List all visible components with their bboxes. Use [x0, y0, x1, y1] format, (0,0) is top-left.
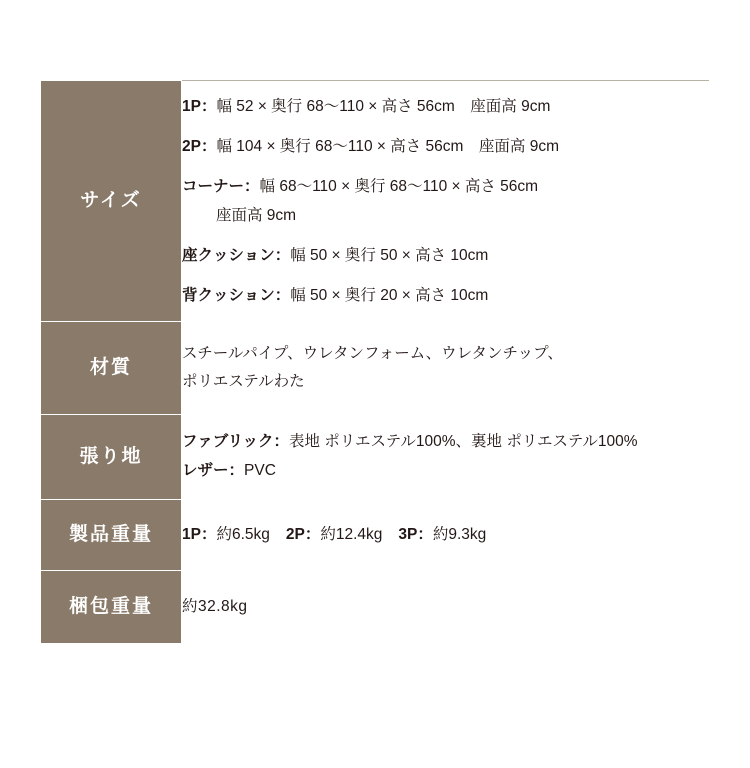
- weight-2p-label: 2P：: [285, 526, 321, 544]
- weight-2p-value: 約12.4kg: [320, 526, 383, 544]
- spec-table-container: [40, 80, 710, 644]
- size-2p-value: 幅 104 × 奥行 68〜110 × 高さ 56cm 座面高 9cm: [216, 137, 560, 155]
- upholstery-leather-label: レザー：: [182, 462, 245, 479]
- table-row-product-weight: [41, 500, 710, 571]
- size-corner-value: 幅 68〜110 × 奥行 68〜110 × 高さ 56cm: [259, 177, 539, 195]
- size-seat-cushion-value: 幅 50 × 奥行 50 × 高さ 10cm: [290, 247, 489, 265]
- size-1p-label: 1P：: [182, 97, 217, 115]
- size-corner-subvalue: 座面高 9cm: [216, 207, 297, 224]
- size-1p-value: 幅 52 × 奥行 68〜110 × 高さ 56cm 座面高 9cm: [216, 97, 551, 115]
- size-2p-label: 2P：: [182, 137, 217, 155]
- row-label-material: 材質: [41, 322, 182, 415]
- upholstery-fabric-label: ファブリック：: [182, 433, 289, 451]
- upholstery-fabric-value: 表地 ポリエステル100%、裏地 ポリエステル100%: [288, 433, 638, 451]
- size-back-cushion-value: 幅 50 × 奥行 20 × 高さ 10cm: [290, 287, 489, 305]
- size-line-corner: [182, 173, 709, 229]
- row-value-upholstery: [182, 415, 710, 500]
- row-label-upholstery: 張り地: [41, 415, 182, 500]
- row-label-product-weight: 製品重量: [41, 500, 182, 571]
- row-value-material: [182, 322, 710, 415]
- size-line-1p: [182, 93, 709, 120]
- upholstery-leather-value: PVC: [244, 462, 276, 479]
- size-corner-label: コーナー：: [182, 177, 260, 195]
- table-row-material: [41, 322, 710, 415]
- package-weight-value: 約32.8kg: [182, 598, 248, 616]
- material-line-2: ポリエステルわた: [182, 373, 305, 390]
- size-line-2p: [182, 133, 709, 160]
- table-row-package-weight: [41, 571, 710, 644]
- upholstery-leather-line: [182, 457, 709, 486]
- size-line-seat-cushion: [182, 242, 709, 269]
- table-row-size: [41, 81, 710, 322]
- row-label-package-weight: 梱包重量: [41, 571, 182, 644]
- row-label-size: サイズ: [41, 81, 182, 322]
- product-weight-line: [182, 521, 709, 549]
- specification-table: [40, 80, 710, 644]
- material-line-1: スチールパイプ、ウレタンフォーム、ウレタンチップ、: [182, 345, 563, 363]
- upholstery-fabric-line: [182, 428, 709, 457]
- row-value-package-weight: [182, 571, 710, 644]
- size-line-back-cushion: [182, 282, 709, 309]
- weight-1p-value: 約6.5kg: [216, 526, 270, 544]
- table-row-upholstery: [41, 415, 710, 500]
- row-value-size: [182, 81, 710, 322]
- weight-3p-value: 約9.3kg: [432, 526, 487, 544]
- size-back-cushion-label: 背クッション：: [182, 287, 291, 305]
- weight-1p-label: 1P：: [182, 526, 217, 544]
- row-value-product-weight: [182, 500, 710, 571]
- size-seat-cushion-label: 座クッション：: [182, 247, 291, 265]
- weight-3p-label: 3P：: [398, 526, 433, 544]
